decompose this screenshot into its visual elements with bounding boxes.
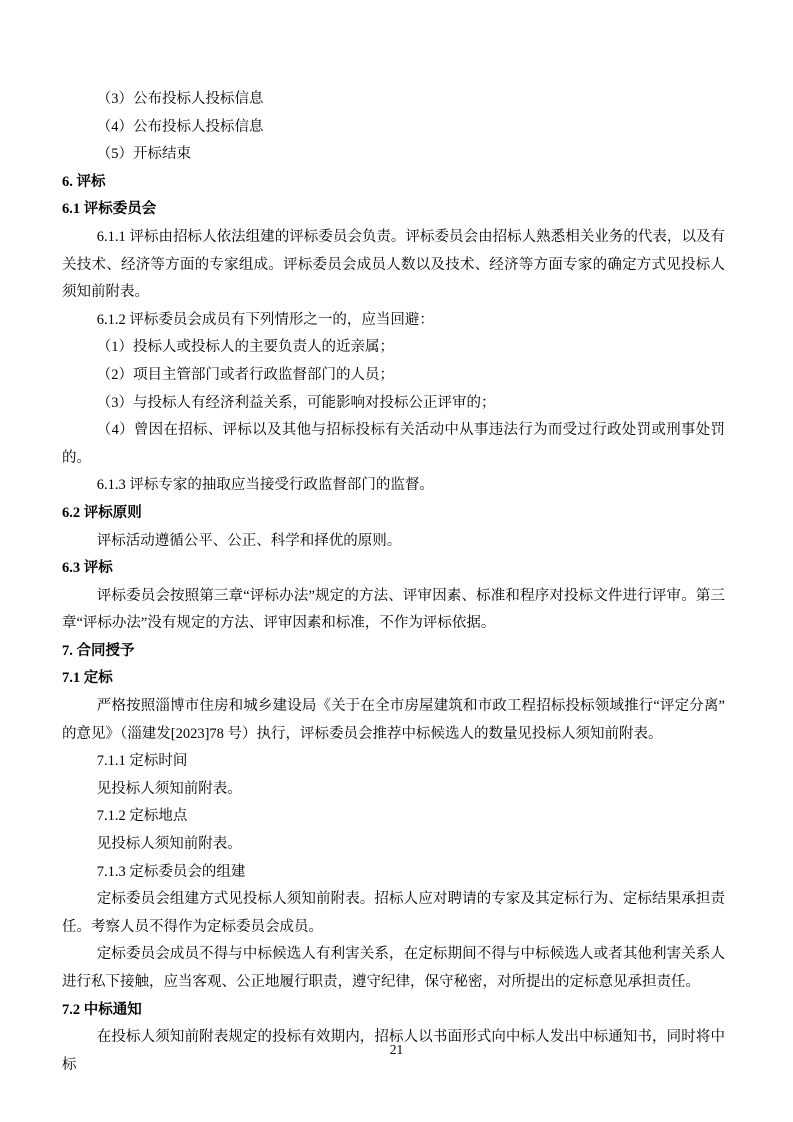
para-7-1-1-body: 见投标人须知前附表。 [96,780,242,797]
heading-7-2-award-notice: 7.2 中标通知 [62,1001,142,1018]
page-number: 21 [389,1042,404,1057]
step-item-5: （5）开标结束 [96,146,192,163]
recusal-item-4: （4）曾因在招标、评标以及其他与招标投标有关活动中从事违法行为而受过行政处罚或刑事处罚的。 [62,422,725,466]
para-6-3-body: 评标委员会按照第三章“评标办法”规定的方法、评审因素、标准和程序对投标文件进行评审。第三章“评标办法”没有规定的方法、评审因素和标准，不作为评标依据。 [62,587,725,632]
heading-6-2-principles: 6.2 评标原则 [62,504,142,521]
para-6-1-1: 6.1.1 评标由招标人依法组建的评标委员会负责。评标委员会由招标人熟悉相关业务的代表，以及有关技术、经济等方面的专家组成。评标委员会成员人数以及技术、经济等方面专家的确定方式见投标人须知前附表。 [62,228,725,301]
para-7-2-body: 在投标人须知前附表规定的投标有效期内，招标人以书面形式向中标人发出中标通知书，同时将中标 [62,1029,725,1073]
recusal-item-2: （2）项目主管部门或者行政监督部门的人员； [96,366,395,383]
para-7-1-3-body-2: 定标委员会成员不得与中标候选人有利害关系，在定标期间不得与中标候选人或者其他利害关系人进行私下接触，应当客观、公正地履行职责，遵守纪律，保守秘密，对所提出的定标意见承担责任。 [62,946,725,990]
recusal-item-1: （1）投标人或投标人的主要负责人的近亲属； [96,339,395,356]
recusal-item-3: （3）与投标人有经济利益关系，可能影响对投标公正评审的； [96,394,496,411]
document-body [62,86,725,1079]
para-6-1-2: 6.1.2 评标委员会成员有下列情形之一的，应当回避： [96,311,434,328]
heading-6-3-evaluation: 6.3 评标 [62,560,113,577]
heading-7-contract-award: 7. 合同授予 [62,642,135,659]
step-item-3: （3）公布投标人投标信息 [96,91,264,107]
heading-6-evaluation: 6. 评标 [62,173,106,190]
step-item-4: （4）公布投标人投标信息 [96,118,264,135]
para-7-1-3-title: 7.1.3 定标委员会的组建 [96,863,246,880]
para-6-2-body: 评标活动遵循公平、公正、科学和择优的原则。 [96,532,402,549]
para-7-1-body: 严格按照淄博市住房和城乡建设局《关于在全市房屋建筑和市政工程招标投标领域推行“评定分离”的意见》（淄建发[2023]78 号）执行，评标委员会推荐中标候选人的数量见投标人须知前附表。 [62,698,725,742]
para-7-1-2-body: 见投标人须知前附表。 [96,836,242,853]
para-7-1-1-title: 7.1.1 定标时间 [96,753,188,770]
heading-6-1-committee: 6.1 评标委员会 [62,201,157,218]
heading-7-1-award-decision: 7.1 定标 [62,670,113,687]
para-6-1-3: 6.1.3 评标专家的抽取应当接受行政监督部门的监督。 [96,477,434,494]
para-7-1-2-title: 7.1.2 定标地点 [96,808,188,825]
para-7-1-3-body-1: 定标委员会组建方式见投标人须知前附表。招标人应对聘请的专家及其定标行为、定标结果承担责任。考察人员不得作为定标委员会成员。 [62,891,725,935]
